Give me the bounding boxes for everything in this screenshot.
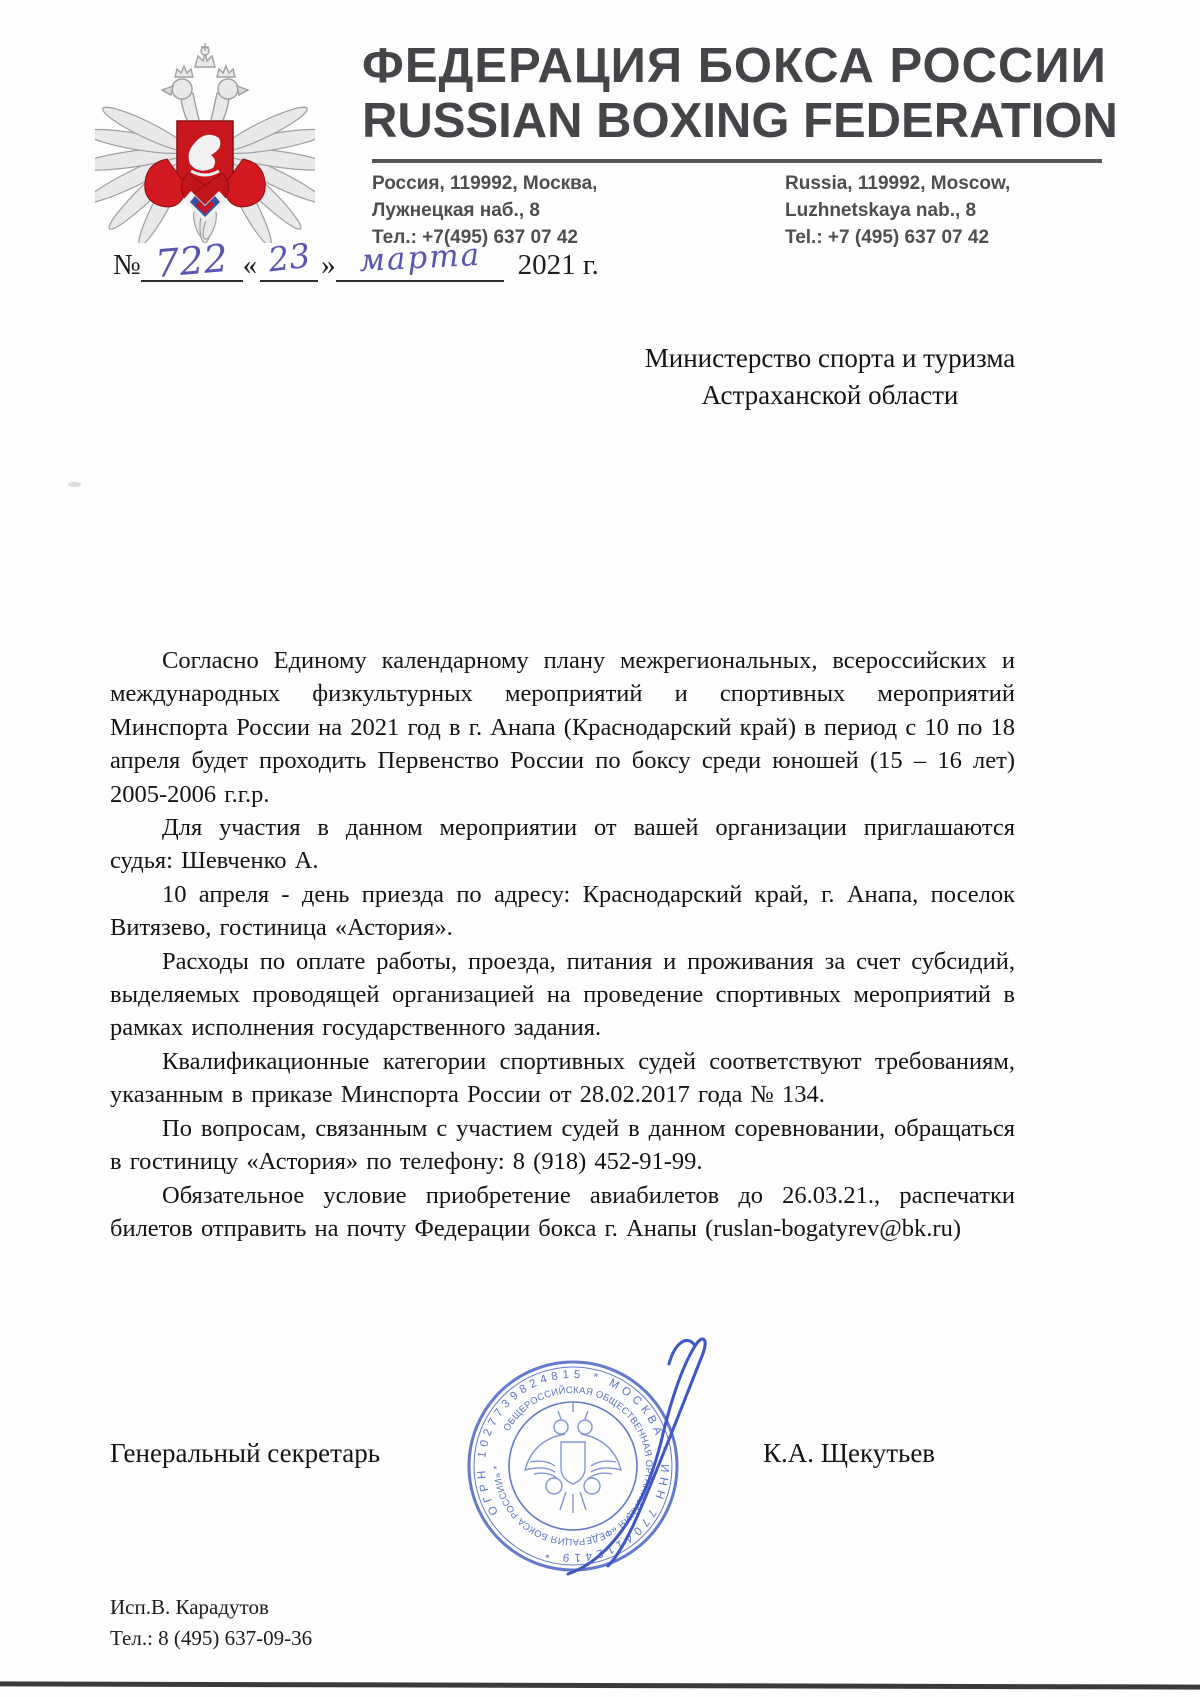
number-underline (141, 235, 243, 287)
stamp-outer-ring-text: ОГРН 1027739824815 * МОСКВА * ИНН 7704112419 * (475, 1368, 671, 1564)
scan-speck (68, 482, 81, 487)
month-underline (336, 236, 504, 282)
signer-title: Генеральный секретарь (110, 1438, 381, 1468)
paragraph-qualification: Квалификационные категории спортивных судей соответствуют требованиям, указанным в приказе Минспорта России от 28.02.2017 года № 134. (110, 1047, 1015, 1109)
address-ru-line1: Россия, 119992, Москва, (372, 173, 598, 194)
address-english (785, 170, 1010, 251)
stamp-inner-ring-text: ОБЩЕРОССИЙСКАЯ ОБЩЕСТВЕННАЯ ОРГАНИЗАЦИЯ «ФЕДЕРАЦИЯ БОКСА РОССИИ» * (491, 1384, 655, 1548)
paragraph-expenses: Расходы по оплате работы, проезда, питания и проживания за счет субсидий, выделяемых проводящей организацией на проведение спортивных мероприятий в рамках исполнения государственного задания. (110, 947, 1015, 1042)
paragraph-invited-judge: Для участия в данном мероприятии от вашей организации приглашаются судья: Шевченко А. (110, 814, 1015, 875)
paragraph-contact: По вопросам, связанным с участием судей в данном соревновании, обращаться в гостиницу «Астория» по телефону: 8 (918) 452-91-99. (110, 1114, 1015, 1176)
russian-boxing-federation-emblem-logo (95, 33, 315, 243)
stamp-eagle (525, 1403, 621, 1513)
open-quote: « (242, 249, 258, 281)
paragraph-schedule: Согласно Единому календарному плану межрегиональных, всероссийских и международных физкультурных мероприятий и спортивных мероприятий Минспорта России на 2021 год в г. Анапа (Краснодарский край) в период с 10 по 18 апреля будет проходить Первенство России по боксу среди юношей (15 – 16 лет) 2005-2006 г.г.р. (110, 647, 1015, 808)
address-ru-line3: Тел.: +7(495) 637 07 42 (372, 227, 579, 248)
number-sign-label: № (113, 249, 141, 281)
recipient-line2: Астраханской области (701, 380, 959, 410)
handwritten-month: марта (358, 236, 482, 280)
reference-number-line (113, 235, 599, 287)
paragraph-tickets: Обязательное условие приобретение авиабилетов до 26.03.21., распечатки билетов отправить на почту Федерации бокса г. Анапы (ruslan-bogatyrev@bk.ru) (110, 1181, 1015, 1242)
executor-phone: Тел.: 8 (495) 637-09-36 (110, 1626, 313, 1650)
executor-name: Исп.В. Карадутов (110, 1595, 269, 1619)
header-divider (372, 159, 1102, 163)
org-name-english: RUSSIAN BOXING FEDERATION (362, 94, 1118, 148)
svg-text:ОБЩЕРОССИЙСКАЯ ОБЩЕСТВЕННАЯ ОР (463, 1356, 682, 1575)
masthead (362, 38, 1118, 148)
eagle-heads (162, 43, 248, 129)
paragraph-arrival: 10 апреля - день приезда по адресу: Краснодарский край, г. Анапа, поселок Витязево, гостиница «Астория». (110, 880, 1015, 942)
svg-text:ОГРН 1027739824815 * МОСКВА * (439, 1332, 707, 1600)
round-stamp (418, 1306, 738, 1626)
recipient-line1: Министерство спорта и туризма (644, 343, 1016, 373)
address-ru-line2: Лужнецкая наб., 8 (372, 200, 540, 221)
address-en-line3: Tel.: +7 (495) 637 07 42 (785, 227, 990, 248)
address-en-line1: Russia, 119992, Moscow, (785, 173, 1011, 194)
day-underline (260, 236, 318, 282)
signer-name: К.А. Щекутьев (763, 1438, 936, 1468)
executor-footer (110, 1592, 312, 1654)
handwritten-day: 23 (266, 235, 313, 280)
page-edge-shadow (0, 1681, 1200, 1689)
recipient-block (640, 340, 1020, 414)
address-en-line2: Luzhnetskaya nab., 8 (785, 200, 977, 221)
letter-body (110, 644, 1015, 1245)
handwritten-doc-number: 722 (153, 235, 230, 287)
year-label: 2021 г. (517, 249, 599, 281)
close-quote: » (321, 249, 336, 281)
org-name-russian: ФЕДЕРАЦИЯ БОКСА РОССИИ (362, 39, 1107, 93)
